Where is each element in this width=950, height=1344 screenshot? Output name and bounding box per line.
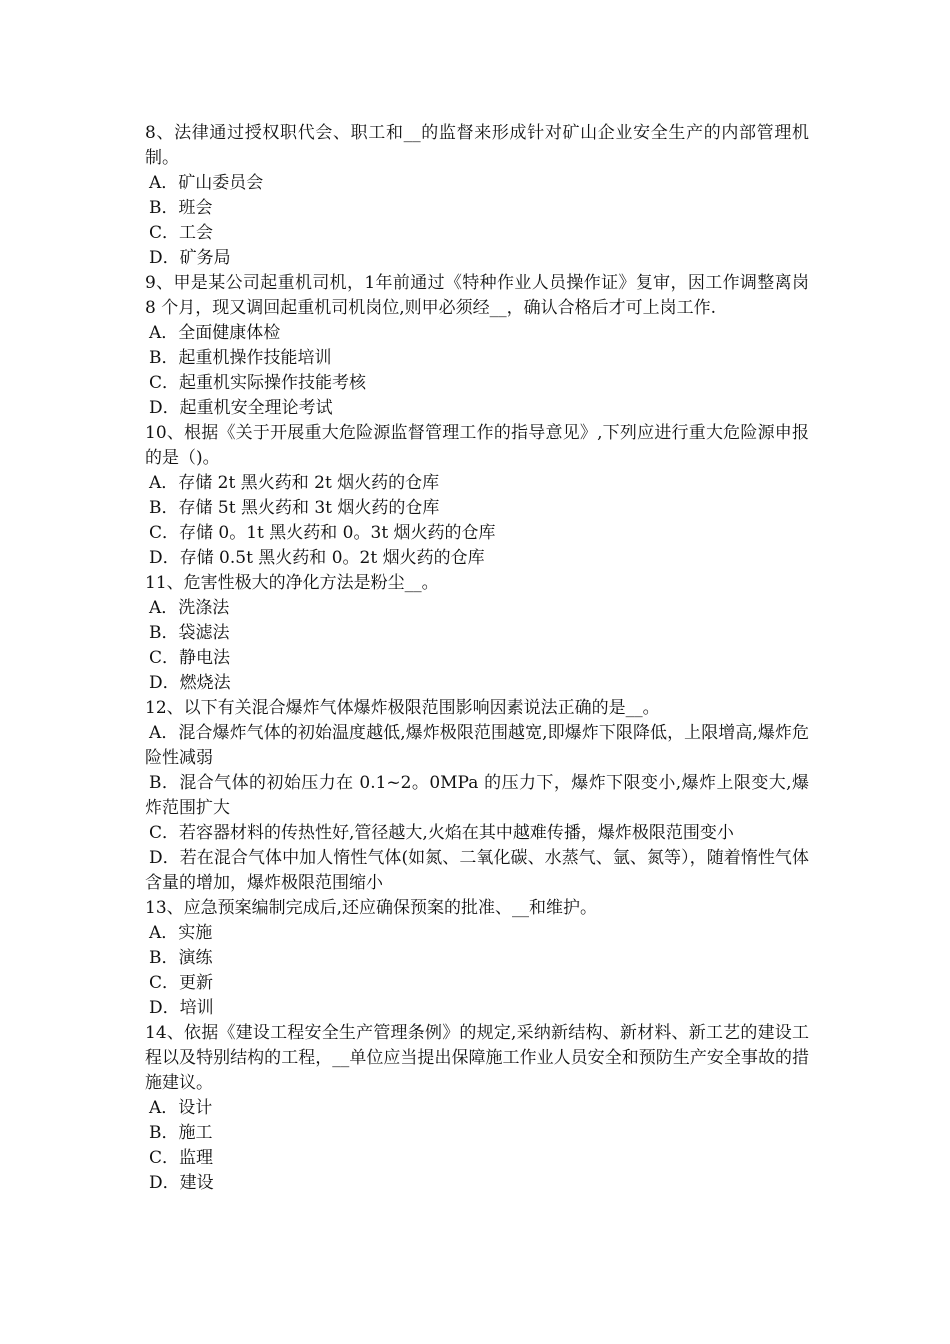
question-stem-14: 14、依据《建设工程安全生产管理条例》的规定,采纳新结构、新材料、新工艺的建设工程以及特别结构的工程，__单位应当提出保障施工作业人员安全和预防生产安全事故的措施建议。 <box>145 1023 809 1093</box>
option-12-c: C．若容器材料的传热性好,管径越大,火焰在其中越难传播，爆炸极限范围变小 <box>149 823 734 843</box>
option-12-a: A．混合爆炸气体的初始温度越低,爆炸极限范围越宽,即爆炸下限降低，上限增高,爆炸危险性减弱 <box>145 723 809 768</box>
option-13-c: C．更新 <box>149 973 214 993</box>
option-14-d: D．建设 <box>149 1173 214 1193</box>
option-14-a: A．设计 <box>149 1098 213 1118</box>
question-stem-11: 11、危害性极大的净化方法是粉尘__。 <box>145 573 439 593</box>
question-stem-10: 10、根据《关于开展重大危险源监督管理工作的指导意见》,下列应进行重大危险源申报的是（)。 <box>145 423 809 468</box>
option-9-c: C．起重机实际操作技能考核 <box>149 373 367 393</box>
question-stem-8: 8、法律通过授权职代会、职工和__的监督来形成针对矿山企业安全生产的内部管理机制。 <box>145 123 809 168</box>
option-11-b: B．袋滤法 <box>149 623 230 643</box>
option-8-a: A．矿山委员会 <box>149 173 264 193</box>
option-10-b: B．存储 5t 黑火药和 3t 烟火药的仓库 <box>149 498 440 518</box>
option-9-d: D．起重机安全理论考试 <box>149 398 333 418</box>
option-13-b: B．演练 <box>149 948 213 968</box>
question-stem-9: 9、甲是某公司起重机司机，1年前通过《特种作业人员操作证》复审，因工作调整离岗 8 个月，现又调回起重机司机岗位,则甲必须经__，确认合格后才可上岗工作. <box>145 273 809 318</box>
option-11-a: A．洗涤法 <box>149 598 230 618</box>
option-11-c: C．静电法 <box>149 648 231 668</box>
option-14-b: B．施工 <box>149 1123 213 1143</box>
option-12-b: B．混合气体的初始压力在 0.1~2。0MPa 的压力下，爆炸下限变小,爆炸上限变大,爆炸范围扩大 <box>145 773 809 818</box>
option-9-a: A．全面健康体检 <box>149 323 281 343</box>
question-stem-12: 12、以下有关混合爆炸气体爆炸极限范围影响因素说法正确的是__。 <box>145 698 660 718</box>
question-list <box>145 121 809 1196</box>
option-12-d: D．若在混合气体中加人惰性气体(如氮、二氧化碳、水蒸气、氩、氮等），随着惰性气体含量的增加，爆炸极限范围缩小 <box>145 848 809 893</box>
option-10-c: C．存储 0。1t 黑火药和 0。3t 烟火药的仓库 <box>149 523 496 543</box>
option-9-b: B．起重机操作技能培训 <box>149 348 332 368</box>
option-8-d: D．矿务局 <box>149 248 231 268</box>
option-14-c: C．监理 <box>149 1148 214 1168</box>
option-13-d: D．培训 <box>149 998 214 1018</box>
option-8-c: C．工会 <box>149 223 214 243</box>
option-10-d: D．存储 0.5t 黑火药和 0。2t 烟火药的仓库 <box>149 548 485 568</box>
option-8-b: B．班会 <box>149 198 213 218</box>
option-10-a: A．存储 2t 黑火药和 2t 烟火药的仓库 <box>149 473 440 493</box>
question-stem-13: 13、应急预案编制完成后,还应确保预案的批准、__和维护。 <box>145 898 598 918</box>
option-11-d: D．燃烧法 <box>149 673 231 693</box>
option-13-a: A．实施 <box>149 923 213 943</box>
